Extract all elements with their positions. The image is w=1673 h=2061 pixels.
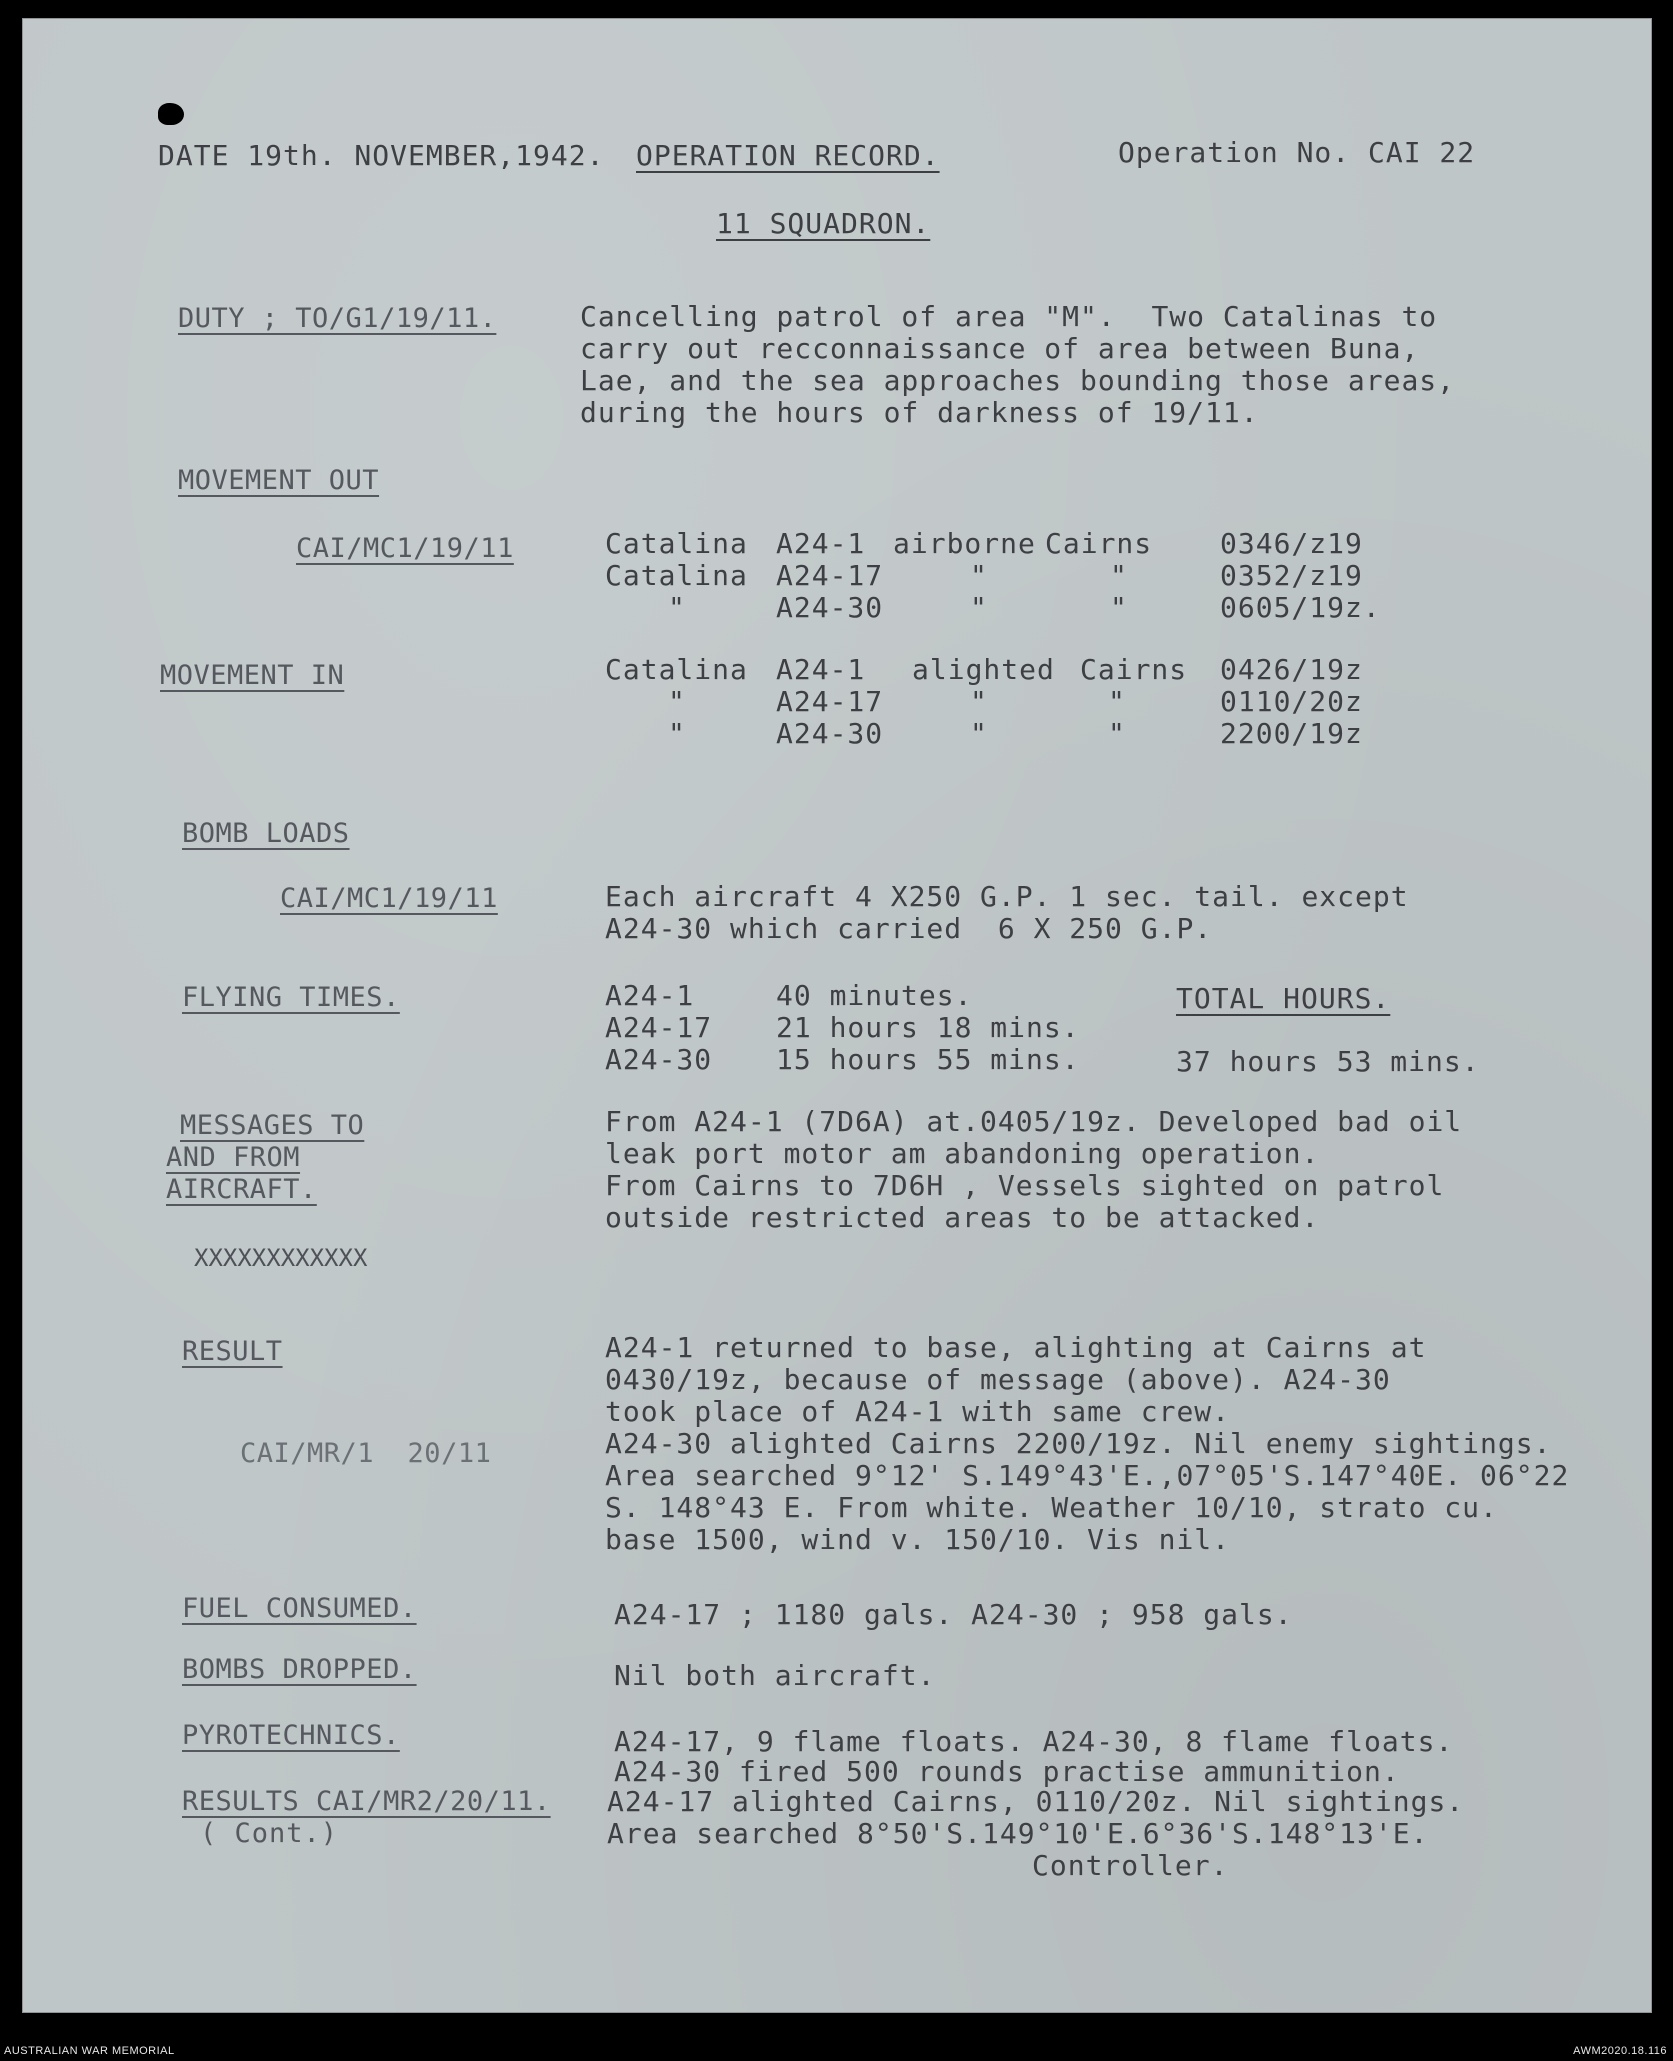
flying-times-label: FLYING TIMES. [182,982,400,1013]
movement-in-aircraft: A24-1 [776,653,866,686]
movement-out-place: " [1110,559,1128,592]
result-ref: CAI/MR/1 20/11 [240,1438,492,1469]
messages-label: MESSAGES TO [180,1110,365,1141]
duty-line: carry out recconnaissance of area between Buna, [580,332,1420,365]
flying-times-value: 15 hours 55 mins. [776,1043,1080,1076]
duty-line: Cancelling patrol of area "M". Two Catalinas to [580,300,1438,333]
movement-out-time: 0352/z19 [1220,559,1363,592]
movement-out-type: Catalina [605,527,748,560]
movement-out-aircraft: A24-30 [776,591,884,624]
results-cont-line: Area searched 8°50'S.149°10'E.6°36'S.148°13'E. [607,1817,1429,1850]
record-title: OPERATION RECORD. [636,139,940,172]
messages-line: From A24-1 (7D6A) at.0405/19z. Developed bad oil [605,1105,1463,1138]
bomb-loads-ref: CAI/MC1/19/11 [280,883,498,914]
flying-times-aircraft: A24-17 [605,1011,713,1044]
footer-accession: AWM2020.18.116 [1573,2045,1667,2057]
date-line: DATE 19th. NOVEMBER,1942. [158,139,605,172]
footer-source: AUSTRALIAN WAR MEMORIAL [4,2045,175,2057]
result-line: 0430/19z, because of message (above). A24-30 [605,1363,1391,1396]
results-cont-label: RESULTS CAI/MR2/20/11. [182,1786,551,1817]
movement-in-type: " [668,685,686,718]
bombs-dropped-label: BOMBS DROPPED. [182,1654,417,1685]
movement-out-status: airborne [893,527,1036,560]
messages-label: AND FROM [166,1142,301,1173]
result-line: took place of A24-1 with same crew. [605,1395,1231,1428]
duty-label: DUTY ; TO/G1/19/11. [178,303,497,334]
total-hours-value: 37 hours 53 mins. [1176,1045,1480,1078]
result-line: base 1500, wind v. 150/10. Vis nil. [605,1523,1231,1556]
bomb-loads-label: BOMB LOADS [182,818,350,849]
bombs-dropped-text: Nil both aircraft. [614,1659,936,1692]
movement-out-type: Catalina [605,559,748,592]
fuel-consumed-label: FUEL CONSUMED. [182,1593,417,1624]
results-cont-line: A24-17 alighted Cairns, 0110/20z. Nil sightings. [607,1785,1465,1818]
movement-out-ref: CAI/MC1/19/11 [296,533,514,564]
movement-out-label: MOVEMENT OUT [178,465,380,496]
movement-in-time: 0426/19z [1220,653,1363,686]
duty-line: during the hours of darkness of 19/11. [580,396,1259,429]
movement-in-place: " [1108,685,1126,718]
result-label: RESULT [182,1336,283,1367]
movement-in-status: " [970,717,988,750]
pyrotechnics-label: PYROTECHNICS. [182,1720,400,1751]
movement-in-label: MOVEMENT IN [160,660,345,691]
total-hours-label: TOTAL HOURS. [1176,982,1391,1015]
movement-out-status: " [970,591,988,624]
result-line: A24-1 returned to base, alighting at Cairns at [605,1331,1427,1364]
flying-times-value: 21 hours 18 mins. [776,1011,1080,1044]
movement-out-aircraft: A24-17 [776,559,884,592]
movement-in-time: 0110/20z [1220,685,1363,718]
movement-out-time: 0346/z19 [1220,527,1363,560]
pyrotechnics-line: A24-30 fired 500 rounds practise ammunition. [614,1755,1400,1788]
messages-label: AIRCRAFT. [166,1174,317,1205]
messages-line: outside restricted areas to be attacked. [605,1201,1320,1234]
movement-in-status: alighted [912,653,1055,686]
movement-in-place: " [1108,717,1126,750]
operation-number: Operation No. CAI 22 [1118,136,1476,169]
movement-out-time: 0605/19z. [1220,591,1381,624]
flying-times-value: 40 minutes. [776,979,973,1012]
movement-in-place: Cairns [1080,653,1188,686]
bomb-loads-line: A24-30 which carried 6 X 250 G.P. [605,912,1213,945]
result-line: A24-30 alighted Cairns 2200/19z. Nil enemy sightings. [605,1427,1552,1460]
movement-out-status: " [970,559,988,592]
flying-times-aircraft: A24-1 [605,979,695,1012]
movement-in-status: " [970,685,988,718]
movement-out-aircraft: A24-1 [776,527,866,560]
messages-line: leak port motor am abandoning operation. [605,1137,1320,1170]
movement-in-aircraft: A24-17 [776,685,884,718]
bomb-loads-line: Each aircraft 4 X250 G.P. 1 sec. tail. except [605,880,1409,913]
results-cont-sub: ( Cont.) [200,1818,339,1849]
struck-out-text: XXXXXXXXXXXX [194,1244,368,1272]
result-line: S. 148°43 E. From white. Weather 10/10, strato cu. [605,1491,1498,1524]
flying-times-aircraft: A24-30 [605,1043,713,1076]
controller-signature: Controller. [1032,1849,1229,1882]
squadron-title: 11 SQUADRON. [716,207,931,240]
fuel-consumed-text: A24-17 ; 1180 gals. A24-30 ; 958 gals. [614,1598,1293,1631]
movement-in-aircraft: A24-30 [776,717,884,750]
movement-in-time: 2200/19z [1220,717,1363,750]
messages-line: From Cairns to 7D6H , Vessels sighted on patrol [605,1169,1445,1202]
punch-hole [158,103,184,125]
pyrotechnics-line: A24-17, 9 flame floats. A24-30, 8 flame floats. [614,1725,1454,1758]
movement-in-type: Catalina [605,653,748,686]
movement-out-place: Cairns [1045,527,1153,560]
duty-line: Lae, and the sea approaches bounding those areas, [580,364,1456,397]
result-line: Area searched 9°12' S.149°43'E.,07°05'S.147°40E. 06°22 [605,1459,1570,1492]
movement-in-type: " [668,717,686,750]
movement-out-place: " [1110,591,1128,624]
movement-out-type: " [668,591,686,624]
